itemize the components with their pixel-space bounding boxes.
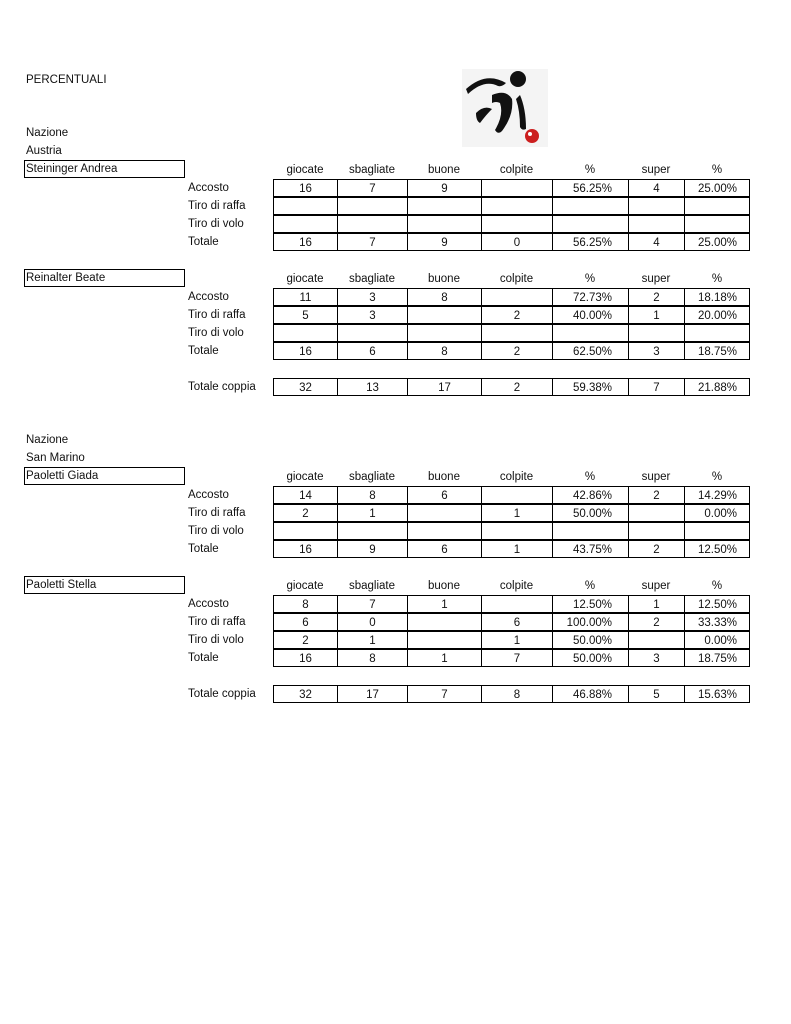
stat-cell: 3: [337, 306, 408, 324]
stat-cell: [273, 215, 338, 233]
stat-cell: [273, 197, 338, 215]
stat-cell: [407, 504, 482, 522]
stat-cell: 32: [273, 378, 338, 396]
stat-cell: 50.00%: [552, 649, 629, 667]
col-header-sbagliate: sbagliate: [348, 580, 396, 592]
stat-cell: 9: [407, 179, 482, 197]
stat-cell: 11: [273, 288, 338, 306]
stat-cell: 2: [628, 486, 685, 504]
stat-cell: [481, 288, 553, 306]
stat-cell: [684, 522, 750, 540]
stat-cell: 16: [273, 649, 338, 667]
col-header-colpite: colpite: [499, 273, 534, 285]
stat-cell: 2: [628, 613, 685, 631]
stat-cell: 0.00%: [684, 504, 750, 522]
stat-cell: 32: [273, 685, 338, 703]
col-header-giocate: giocate: [286, 273, 324, 285]
stat-cell: 6: [481, 613, 553, 631]
col-header-buone: buone: [428, 273, 460, 285]
row-label-totale: Totale: [188, 345, 219, 357]
col-header-buone: buone: [428, 580, 460, 592]
stat-cell: 56.25%: [552, 233, 629, 251]
stat-cell: 1: [481, 631, 553, 649]
row-label-tiro-di-volo: Tiro di volo: [188, 525, 244, 537]
stat-cell: [407, 215, 482, 233]
col-header-colpite: colpite: [499, 164, 534, 176]
stat-cell: [407, 631, 482, 649]
stat-cell: [481, 324, 553, 342]
player-name-box: Paoletti Giada: [24, 467, 185, 485]
row-label-totale: Totale: [188, 543, 219, 555]
stat-cell: 9: [407, 233, 482, 251]
stat-cell: [684, 215, 750, 233]
stat-cell: 2: [481, 306, 553, 324]
stat-cell: 100.00%: [552, 613, 629, 631]
col-header-colpite: colpite: [499, 580, 534, 592]
stat-cell: [552, 324, 629, 342]
bocce-player-logo-icon: [462, 69, 548, 147]
stat-cell: 7: [337, 595, 408, 613]
stat-cell: 4: [628, 233, 685, 251]
stat-cell: 6: [337, 342, 408, 360]
nation-name: Austria: [26, 145, 62, 157]
col-header-sbagliate: sbagliate: [348, 273, 396, 285]
stat-cell: [407, 324, 482, 342]
stat-cell: 2: [628, 288, 685, 306]
stat-cell: 5: [628, 685, 685, 703]
stat-cell: 12.50%: [684, 540, 750, 558]
stat-cell: [481, 179, 553, 197]
stat-cell: [481, 486, 553, 504]
stat-cell: [628, 522, 685, 540]
stat-cell: 8: [337, 486, 408, 504]
stat-cell: 1: [337, 504, 408, 522]
stat-cell: 2: [273, 504, 338, 522]
stat-cell: [273, 324, 338, 342]
col-header-super: super: [641, 471, 671, 483]
page-title: PERCENTUALI: [26, 74, 107, 86]
stat-cell: 2: [628, 540, 685, 558]
stat-cell: 33.33%: [684, 613, 750, 631]
stat-cell: 46.88%: [552, 685, 629, 703]
stat-cell: 14: [273, 486, 338, 504]
stat-cell: [481, 522, 553, 540]
col-header-percent: %: [584, 164, 596, 176]
col-header-giocate: giocate: [286, 580, 324, 592]
stat-cell: [481, 197, 553, 215]
stat-cell: 17: [407, 378, 482, 396]
stat-cell: 50.00%: [552, 504, 629, 522]
stat-cell: 18.75%: [684, 649, 750, 667]
stat-cell: [407, 306, 482, 324]
col-header-percent: %: [584, 471, 596, 483]
row-label-tiro-di-raffa: Tiro di raffa: [188, 200, 246, 212]
stat-cell: 50.00%: [552, 631, 629, 649]
stat-cell: 40.00%: [552, 306, 629, 324]
stat-cell: 6: [407, 486, 482, 504]
nation-label: Nazione: [26, 434, 69, 446]
stat-cell: 72.73%: [552, 288, 629, 306]
col-header-sbagliate: sbagliate: [348, 164, 396, 176]
col-header-super: super: [641, 164, 671, 176]
stat-cell: [407, 613, 482, 631]
stat-cell: 0: [481, 233, 553, 251]
col-header-giocate: giocate: [286, 471, 324, 483]
stat-cell: 7: [337, 233, 408, 251]
stat-cell: 62.50%: [552, 342, 629, 360]
stat-cell: 20.00%: [684, 306, 750, 324]
stat-cell: 18.18%: [684, 288, 750, 306]
stat-cell: 4: [628, 179, 685, 197]
stat-cell: 12.50%: [552, 595, 629, 613]
col-header-super: super: [641, 273, 671, 285]
col-header-percent-super: %: [711, 164, 723, 176]
couple-total-label: Totale coppia: [188, 688, 256, 700]
stat-cell: 42.86%: [552, 486, 629, 504]
stat-cell: 43.75%: [552, 540, 629, 558]
col-header-percent: %: [584, 580, 596, 592]
stat-cell: 1: [628, 306, 685, 324]
stat-cell: 8: [273, 595, 338, 613]
stat-cell: 14.29%: [684, 486, 750, 504]
stat-cell: 6: [407, 540, 482, 558]
stat-cell: 1: [481, 540, 553, 558]
row-label-tiro-di-raffa: Tiro di raffa: [188, 507, 246, 519]
nation-name: San Marino: [26, 452, 85, 464]
stat-cell: 1: [407, 649, 482, 667]
stat-cell: [628, 197, 685, 215]
col-header-sbagliate: sbagliate: [348, 471, 396, 483]
stat-cell: 16: [273, 179, 338, 197]
stat-cell: 8: [337, 649, 408, 667]
stat-cell: 2: [481, 378, 553, 396]
stat-cell: [552, 522, 629, 540]
stat-cell: 56.25%: [552, 179, 629, 197]
col-header-buone: buone: [428, 471, 460, 483]
row-label-tiro-di-raffa: Tiro di raffa: [188, 616, 246, 628]
stat-cell: 25.00%: [684, 179, 750, 197]
stat-cell: [337, 324, 408, 342]
row-label-accosto: Accosto: [188, 598, 229, 610]
row-label-accosto: Accosto: [188, 291, 229, 303]
col-header-percent-super: %: [711, 471, 723, 483]
stat-cell: 1: [628, 595, 685, 613]
row-label-accosto: Accosto: [188, 182, 229, 194]
stat-cell: 25.00%: [684, 233, 750, 251]
stat-cell: 9: [337, 540, 408, 558]
stat-cell: 7: [481, 649, 553, 667]
stat-cell: [273, 522, 338, 540]
player-name-box: Paoletti Stella: [24, 576, 185, 594]
row-label-tiro-di-raffa: Tiro di raffa: [188, 309, 246, 321]
stat-cell: 7: [628, 378, 685, 396]
row-label-totale: Totale: [188, 236, 219, 248]
stat-cell: [628, 215, 685, 233]
col-header-super: super: [641, 580, 671, 592]
stat-cell: [407, 522, 482, 540]
stat-cell: 2: [481, 342, 553, 360]
stat-cell: 8: [407, 342, 482, 360]
col-header-colpite: colpite: [499, 471, 534, 483]
stat-cell: 13: [337, 378, 408, 396]
stat-cell: 3: [628, 649, 685, 667]
stat-cell: [407, 197, 482, 215]
row-label-tiro-di-volo: Tiro di volo: [188, 634, 244, 646]
row-label-tiro-di-volo: Tiro di volo: [188, 218, 244, 230]
stat-cell: 3: [337, 288, 408, 306]
stat-cell: 7: [337, 179, 408, 197]
col-header-giocate: giocate: [286, 164, 324, 176]
stat-cell: 0.00%: [684, 631, 750, 649]
stat-cell: [481, 215, 553, 233]
row-label-accosto: Accosto: [188, 489, 229, 501]
stat-cell: 17: [337, 685, 408, 703]
stat-cell: [628, 324, 685, 342]
stat-cell: 18.75%: [684, 342, 750, 360]
player-name-box: Steininger Andrea: [24, 160, 185, 178]
stat-cell: 1: [407, 595, 482, 613]
stat-cell: 15.63%: [684, 685, 750, 703]
stat-cell: [552, 197, 629, 215]
col-header-percent: %: [584, 273, 596, 285]
row-label-tiro-di-volo: Tiro di volo: [188, 327, 244, 339]
stat-cell: [337, 197, 408, 215]
col-header-buone: buone: [428, 164, 460, 176]
col-header-percent-super: %: [711, 580, 723, 592]
row-label-totale: Totale: [188, 652, 219, 664]
stat-cell: [337, 215, 408, 233]
player-name-box: Reinalter Beate: [24, 269, 185, 287]
stat-cell: 8: [407, 288, 482, 306]
stat-cell: 1: [481, 504, 553, 522]
stat-cell: 16: [273, 540, 338, 558]
stat-cell: 21.88%: [684, 378, 750, 396]
couple-total-label: Totale coppia: [188, 381, 256, 393]
stat-cell: 7: [407, 685, 482, 703]
col-header-percent-super: %: [711, 273, 723, 285]
stat-cell: [337, 522, 408, 540]
stat-cell: [552, 215, 629, 233]
stat-cell: 2: [273, 631, 338, 649]
stat-cell: 0: [337, 613, 408, 631]
stat-cell: 8: [481, 685, 553, 703]
stat-cell: [684, 197, 750, 215]
stat-cell: 6: [273, 613, 338, 631]
stat-cell: 1: [337, 631, 408, 649]
stat-cell: 3: [628, 342, 685, 360]
stat-cell: 5: [273, 306, 338, 324]
stat-cell: [628, 504, 685, 522]
stat-cell: [628, 631, 685, 649]
stat-cell: [481, 595, 553, 613]
nation-label: Nazione: [26, 127, 69, 139]
stat-cell: 12.50%: [684, 595, 750, 613]
stat-cell: [684, 324, 750, 342]
stat-cell: 59.38%: [552, 378, 629, 396]
stat-cell: 16: [273, 233, 338, 251]
stat-cell: 16: [273, 342, 338, 360]
